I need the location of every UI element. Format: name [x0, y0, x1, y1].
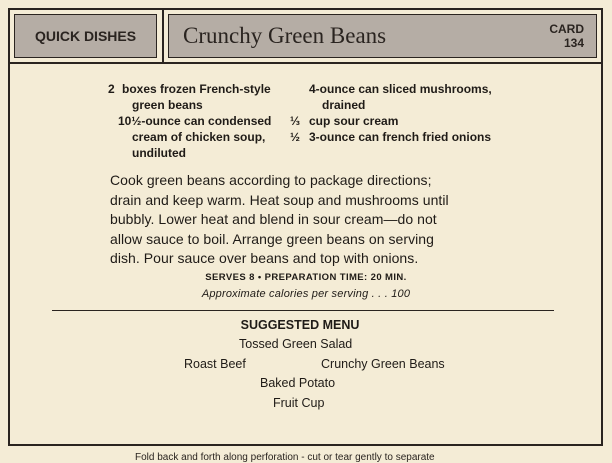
directions-line: allow sauce to boil. Arrange green beans on serving	[110, 230, 434, 247]
divider-line	[52, 310, 554, 311]
menu-item: Roast Beef	[184, 357, 246, 371]
ingredient-item	[108, 81, 271, 113]
suggested-menu-heading: SUGGESTED MENU	[240, 318, 360, 332]
header-divider	[162, 10, 164, 62]
card-number: 134	[563, 36, 584, 50]
ingredient-line: 3-ounce can french fried onions	[309, 130, 492, 144]
perforation-note: Fold back and forth along perforation - cut or tear gently to separate	[135, 452, 435, 463]
directions-line: bubbly. Lower heat and blend in sour cream—do not	[110, 211, 437, 227]
ingredient-qty: ⅓	[290, 114, 301, 128]
ingredient-line: -ounce can condensed	[141, 114, 272, 128]
ingredient-item	[309, 81, 492, 113]
ingredient-qty: ½	[290, 130, 301, 144]
card-number-label	[549, 22, 584, 50]
card-header	[10, 10, 601, 64]
menu-item: Baked Potato	[260, 376, 336, 390]
ingredient-line: cup sour cream	[309, 114, 399, 128]
ingredient-item	[290, 113, 398, 129]
title-box	[168, 14, 597, 58]
category-label: QUICK DISHES	[14, 14, 157, 58]
ingredient-line: green beans	[132, 98, 203, 112]
calories-note: Approximate calories per serving . . . 100	[201, 288, 411, 300]
menu-item: Fruit Cup	[273, 396, 325, 410]
card-label-text: CARD	[549, 22, 584, 36]
directions	[110, 171, 490, 269]
ingredient-item	[118, 113, 271, 161]
directions-line: drain and keep warm. Heat soup and mushrooms until	[110, 191, 449, 208]
ingredient-line: drained	[322, 98, 366, 112]
ingredient-qty: 10½	[118, 114, 142, 128]
ingredient-line: undiluted	[132, 146, 186, 160]
directions-line: dish. Pour sauce over beans and top with onions.	[110, 250, 419, 266]
directions-line: Cook green beans according to package directions;	[110, 172, 432, 188]
serves-prep-time: SERVES 8 • PREPARATION TIME: 20 MIN.	[205, 272, 407, 283]
ingredient-qty: 2	[108, 82, 115, 96]
ingredient-line: 4-ounce can sliced mushrooms,	[309, 82, 492, 96]
menu-item: Tossed Green Salad	[239, 337, 353, 351]
ingredient-item	[290, 129, 491, 145]
ingredient-line: boxes frozen French-style	[122, 82, 271, 96]
ingredient-line: cream of chicken soup,	[132, 130, 266, 144]
recipe-title: Crunchy Green Beans	[183, 23, 387, 48]
menu-item: Crunchy Green Beans	[321, 357, 445, 371]
